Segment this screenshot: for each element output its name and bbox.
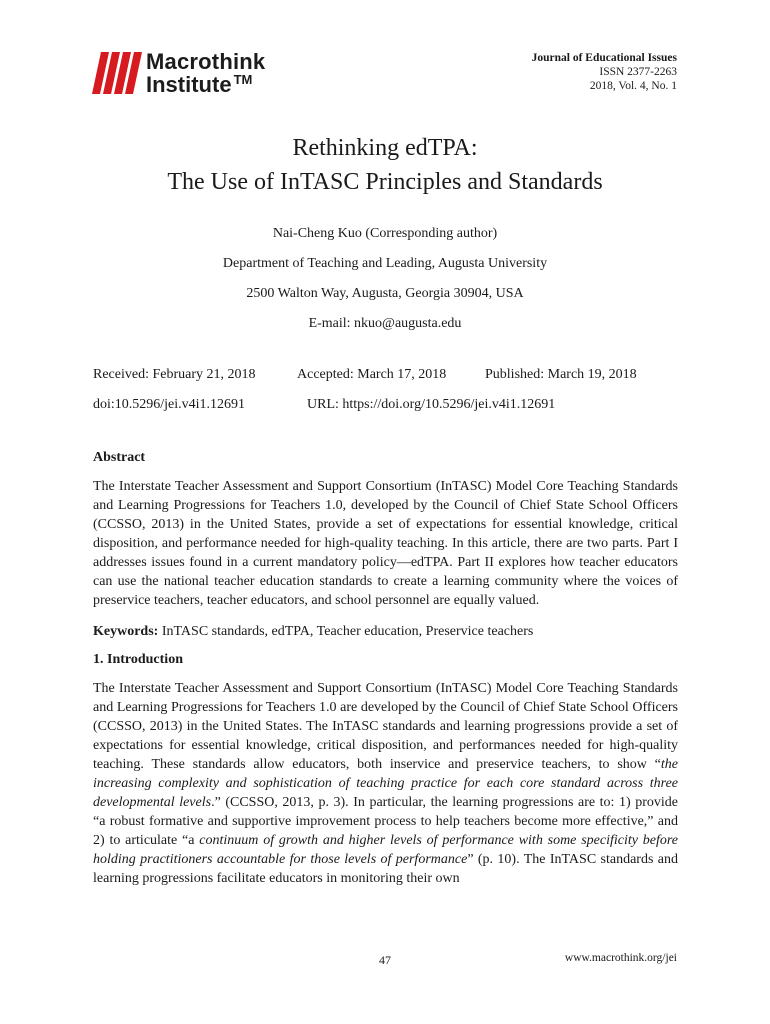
title-line1: Rethinking edTPA: — [292, 135, 478, 161]
accepted-date: Accepted: March 17, 2018 — [297, 367, 447, 382]
author-department: Department of Teaching and Leading, Augusta University — [222, 256, 548, 271]
paper-title — [0, 131, 770, 199]
abstract-text: The Interstate Teacher Assessment and Support Consortium (InTASC) Model Core Teaching Standards and Learning Progressions for Teachers 1.0, developed by the Council of Chief State School Officers (CCSSO, 2013) in the United States, provide a set of expectations for essential knowledge, critical disposition, and performance needed for high-quality teaching. In this article, there are two parts. Part I addresses issues found in a current mandatory policy—edTPA. Part II explores how teacher educators can use the national teacher education standards to create a learning community where the voices of preservice teachers, teacher educators, and school personnel are equally valued. — [93, 479, 678, 608]
page-number: 47 — [379, 953, 391, 967]
received-date: Received: February 21, 2018 — [93, 367, 256, 382]
author-address: 2500 Walton Way, Augusta, Georgia 30904, USA — [246, 286, 524, 301]
introduction-heading: 1. Introduction — [93, 652, 183, 667]
keywords — [93, 622, 678, 641]
article-body — [93, 448, 678, 888]
abstract-heading: Abstract — [93, 450, 146, 465]
title-line2: The Use of InTASC Principles and Standards — [167, 169, 603, 195]
author-block — [0, 219, 770, 339]
doi-url-link[interactable]: URL: https://doi.org/10.5296/jei.v4i1.12691 — [307, 397, 556, 412]
keywords-label: Keywords: — [93, 624, 159, 639]
website-link[interactable]: www.macrothink.org/jei — [564, 952, 677, 964]
journal-volume: 2018, Vol. 4, No. 1 — [589, 80, 677, 92]
author-name: Nai-Cheng Kuo (Corresponding author) — [272, 226, 498, 241]
introduction-paragraph: The Interstate Teacher Assessment and Support Consortium (InTASC) Model Core Teaching Standards and Learning Progressions for Teachers 1.0 are developed by the Council of Chief State School Officers (CCSSO, 2013) in the United States. The InTASC standards and learning progressions provide a set of expectations for essential knowledge, critical disposition, and performances needed for high-quality teaching. These standards allow educators, both inservice and preservice teachers, to show “the increasing complexity and sophistication of teaching practice for each core standard across three developmental levels.” (CCSSO, 2013, p. 3). In particular, the learning progressions are to: 1) provide “a robust formative and supportive improvement process to help teachers become more effective,” and 2) to articulate “a continuum of growth and higher levels of performance with some specificity before holding practitioners accountable for those levels of performance” (p. 10). The InTASC standards and learning progressions facilitate educators in monitoring their own — [93, 681, 679, 886]
journal-name: Journal of Educational Issues — [531, 52, 677, 64]
published-date: Published: March 19, 2018 — [485, 367, 637, 382]
trademark-symbol: TM — [233, 72, 253, 87]
publication-dates — [93, 363, 678, 423]
logo-text-line2: Institute ™ — [146, 72, 253, 97]
journal-issn: ISSN 2377-2263 — [599, 66, 677, 78]
logo-text-line1: Macrothink — [146, 49, 266, 74]
quote-italic-1: the increasing complexity and sophistication of teaching practice for each core standard across three developmental levels — [93, 757, 678, 810]
journal-info — [532, 51, 677, 93]
publisher-logo — [92, 50, 302, 96]
macrothink-logo-icon — [92, 52, 142, 94]
keywords-text: InTASC standards, edTPA, Teacher education, Preservice teachers — [161, 624, 534, 639]
author-email: E-mail: nkuo@augusta.edu — [308, 316, 462, 331]
quote-italic-2: continuum of growth and higher levels of performance with some specificity before holding practitioners accountable for those levels of performance — [93, 833, 679, 867]
doi: doi:10.5296/jei.v4i1.12691 — [93, 397, 246, 412]
